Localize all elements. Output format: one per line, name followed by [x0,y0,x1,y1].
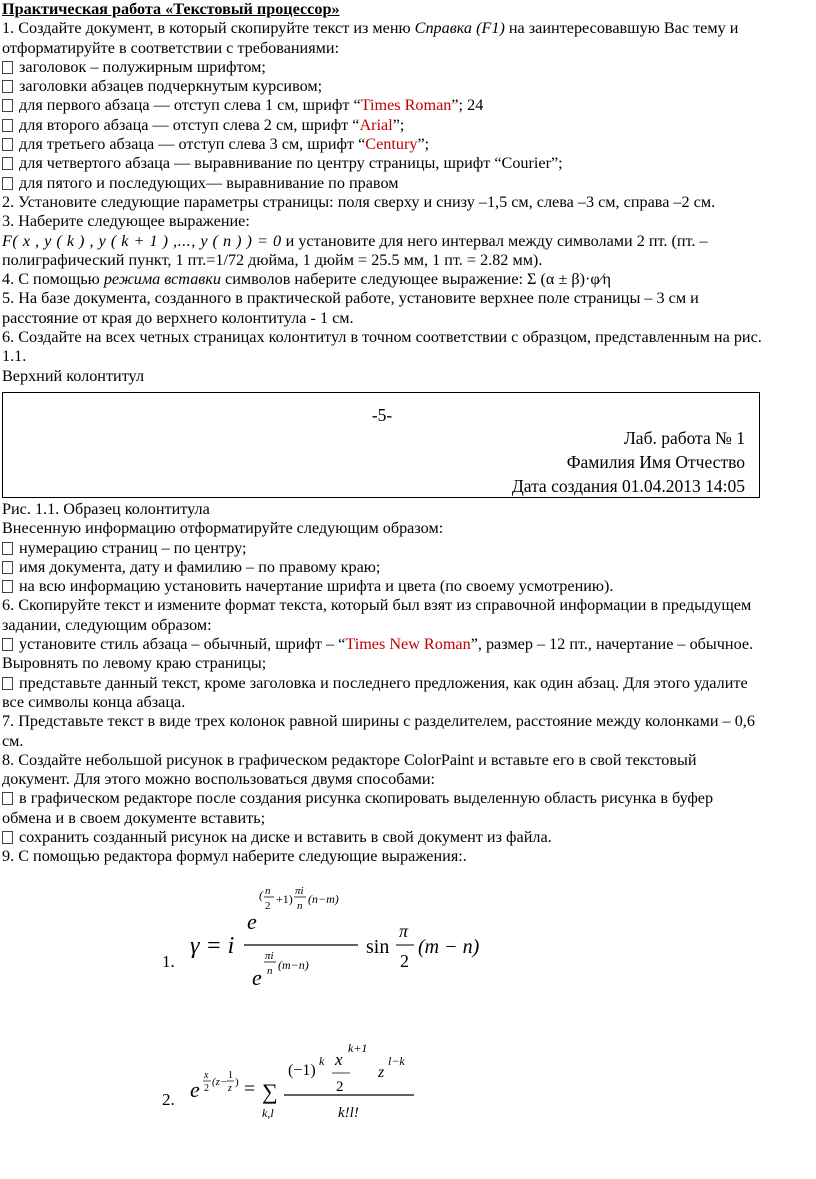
formula-2-equals: = [244,1077,256,1100]
task-3-cont: полиграфический пункт, 1 пт.=1/72 дюйма, 1 дюйм = 25.5 мм, 1 пт. = 2.82 мм). [2,250,543,269]
formula-2-sigma: ∑ [262,1078,278,1104]
format-item: на всю информацию установить начертание шрифта и цвета (по своему усмотрению). [2,577,814,596]
formula-1-two: 2 [400,950,409,971]
formula-2-minus-one: (−1) [288,1061,316,1079]
expression: F( x , y ( k ) , y ( k + 1 ) ,..., y ( n ) ) = 0 [2,231,282,250]
formula-1-exp-top: ( [259,887,263,902]
formula-1-e-bottom: e [252,964,262,990]
formula-1-exp-n: n [265,884,271,897]
font-name: Century [365,135,418,154]
checkbox-bullet-icon [2,177,13,190]
formula-1-exp-nm: (n−m) [308,891,339,906]
task-6b-item: установите стиль абзаца – обычный, шрифт – “Times New Roman”, размер – 12 пт., начертание – обычное. [2,635,814,654]
formula-1-sin: sin [366,935,390,958]
formula-2-exp-z: (z− [212,1075,228,1088]
task-1-cont: отформатируйте в соответствии с требованиями: [2,38,340,57]
formula-2-x: x [335,1049,343,1069]
task-5-cont: расстояние от края до верхнего колонтитула - 1 см. [2,308,354,327]
task-7: 7. Представьте текст в виде трех колонок равной ширины с разделителем, расстояние между колонками – 0,6 [2,712,755,731]
checkbox-bullet-icon [2,61,13,74]
page-number: -5- [371,404,393,425]
checkbox-bullet-icon [2,138,13,151]
task-6b-item-cont: Выровнять по левому краю страницы; [2,654,267,673]
req-item: для четвертого абзаца — выравнивание по центру страницы, шрифт “Courier”; [2,154,814,173]
task-2: 2. Установите следующие параметры страницы: поля сверху и снизу –1,5 см, слева –3 см, справа –2 см. [2,192,716,211]
task-8-item: сохранить созданный рисунок на диске и вставить в свой документ из файла. [2,828,814,847]
task-6b-item-cont: все символы конца абзаца. [2,692,186,711]
req-item: для второго абзаца — отступ слева 2 см, шрифт “Arial”; [2,116,814,135]
task-6: 6. Создайте на всех четных страницах колонтитул в точном соответствии с образцом, представленным на рис. [2,328,762,347]
req-item: заголовок – полужирным шрифтом; [2,58,814,77]
formula-1-pi: π [399,920,409,941]
formula-2-exp-x: x [204,1069,209,1081]
checkbox-bullet-icon [2,157,13,170]
formula-2-l-k: l−k [388,1053,405,1068]
formula-image [152,885,632,1155]
formula-1-exp-pi: πi [295,884,304,897]
checkbox-bullet-icon [2,542,13,555]
task-6b-cont: задании, следующим образом: [2,615,212,634]
page-title: Практическая работа «Текстовый процессор» [2,0,340,18]
formula-1-bexp-pi: πi [265,949,274,962]
formula-2-e: e [190,1076,200,1102]
req-item: для третьего абзаца — отступ слева 3 см, шрифт “Century”; [2,135,814,154]
task-6b-item: представьте данный текст, кроме заголовка и последнего предложения, как один абзац. Для этого удалите [2,674,814,693]
checkbox-bullet-icon [2,99,13,112]
font-name: Times New Roman [345,635,471,654]
task-1-line: 1. Создайте документ, в который скопируйте текст из меню Справка (F1) на заинтересовавшую Вас тему и [2,19,739,38]
task-8-item: в графическом редакторе после создания рисунка скопировать выделенную область рисунка в буфер [2,789,814,808]
req-item: заголовки абзацев подчеркнутым курсивом; [2,77,814,96]
req-item: для первого абзаца — отступ слева 1 см, шрифт “Times Roman”; 24 [2,96,814,115]
header-sample-frame [2,392,760,498]
formula-2-number: 2. [162,1089,175,1109]
formula-1-mn: (m − n) [418,935,480,958]
task-6-cont: 1.1. [2,347,27,366]
formulas-area [2,867,814,1147]
checkbox-bullet-icon [2,119,13,132]
formula-2-exp-close: ) [235,1075,239,1088]
task-7-cont: см. [2,731,24,750]
lab-title: Лаб. работа № 1 [623,427,745,448]
task-3-line: F( x , y ( k ) , y ( k + 1 ) ,..., y ( n ) ) = 0 и установите для него интервал между символами 2 пт. (пт. – [2,231,708,250]
formula-2-x-two: 2 [336,1078,344,1095]
formula-2-sigma-index: k,l [262,1105,274,1120]
formula-1-exp-2: 2 [265,899,271,912]
task-6b: 6. Скопируйте текст и измените формат текста, который был взят из справочной информации в предыдущем [2,596,752,615]
header-label: Верхний колонтитул [2,366,145,385]
font-name: Arial [359,115,393,134]
formula-1-lhs: γ = i [190,932,235,959]
checkbox-bullet-icon [2,561,13,574]
formula-1-exp-plus: +1) [276,891,293,906]
formula-2-exp-1: 1 [228,1069,233,1081]
task-4: 4. С помощью режима вставки символов наберите следующее выражение: Σ (α ± β)·φ⁄η [2,270,611,289]
task-8: 8. Создайте небольшой рисунок в графическом редакторе ColorPaint и вставьте его в свой текстовый [2,750,697,769]
format-item: имя документа, дату и фамилию – по правому краю; [2,558,814,577]
formula-1-bexp-n: n [267,964,273,977]
req-item: для пятого и последующих— выравнивание по правом [2,174,814,193]
checkbox-bullet-icon [2,677,13,690]
formula-2-z: z [378,1063,385,1081]
checkbox-bullet-icon [2,792,13,805]
checkbox-bullet-icon [2,638,13,651]
checkbox-bullet-icon [2,80,13,93]
task-5: 5. На базе документа, созданного в практической работе, установите верхнее поле страницы – 3 см и [2,289,699,308]
task-8-cont: документ. Для этого можно воспользоваться двумя способами: [2,770,436,789]
formula-2-exp-2: 2 [204,1082,209,1094]
formula-2-k: k [319,1053,325,1068]
format-intro: Внесенную информацию отформатируйте следующим образом: [2,519,444,538]
formula-1-bexp-mn: (m−n) [278,957,309,972]
checkbox-bullet-icon [2,580,13,593]
checkbox-bullet-icon [2,831,13,844]
task-9: 9. С помощью редактора формул наберите следующие выражения:. [2,847,467,866]
creation-date: Дата создания 01.04.2013 14:05 [511,475,745,496]
task-3-head: 3. Наберите следующее выражение: [2,212,250,231]
formula-1-e-top: e [247,908,257,934]
formula-2-denominator: k!l! [338,1104,359,1121]
font-name: Times Roman [360,96,452,115]
formula-1-number: 1. [162,951,175,971]
formula-1-exp-n2: n [297,899,303,912]
formula-2-exp-zz: z [228,1082,232,1094]
format-item: нумерацию страниц – по центру; [2,539,814,558]
help-menu-ref: Справка (F1) [414,19,505,38]
formula-2-kplus1: k+1 [348,1040,368,1055]
figure-caption: Рис. 1.1. Образец колонтитула [2,499,210,518]
author-name: Фамилия Имя Отчество [566,451,745,472]
task-8-item-cont: обмена и в своем документе вставить; [2,808,266,827]
